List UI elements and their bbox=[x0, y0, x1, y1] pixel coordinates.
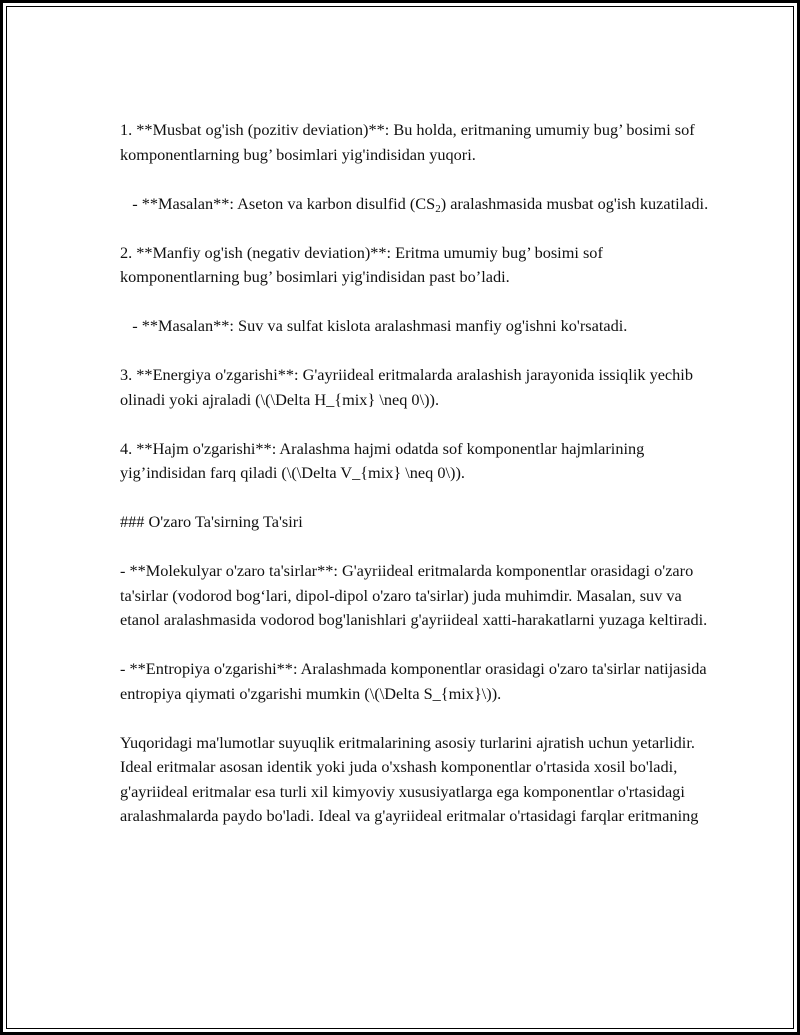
paragraph-molecular-interactions: - **Molekulyar o'zaro ta'sirlar**: G'ayriideal eritmalarda komponentlar orasidagi o'zaro ta'sirlar (vodorod bog‘lari, dipol-dipol o'zaro ta'sirlar) juda muhimdir. Masalan, suv va etanol aralashmasida vodorod bog'lanishlari g'ayriideal xatti-harakatlarni yuzaga keltiradi. bbox=[120, 561, 708, 629]
paragraph-entropy-change: - **Entropiya o'zgarishi**: Aralashmada komponentlar orasidagi o'zaro ta'sirlar natijasida entropiya qiymati o'zgarishi mumkin (\(\Delta S_{mix}\)). bbox=[120, 659, 711, 703]
paragraph-positive-example bbox=[120, 192, 710, 217]
paragraph-volume-change: 4. **Hajm o'zgarishi**: Aralashma hajmi odatda sof komponentlar hajmlarining yig’indisidan farq qiladi (\(\Delta V_{mix} \neq 0\)). bbox=[120, 438, 649, 482]
paragraph-summary: Yuqoridagi ma'lumotlar suyuqlik eritmalarining asosiy turlarini ajratish uchun yetarlidir. Ideal eritmalar asosan identik yoki juda o'xshash komponentlar o'rtasida xosil bo'ladi, g'ayriideal eritmalar esa turli xil kimyoviy xususiyatlarga ega komponentlar o'rtasidagi aralashmalarda paydo bo'ladi. Ideal va g'ayriideal eritmalar o'rtasidagi farqlar eritmaning bbox=[120, 732, 699, 825]
paragraph-energy-change: 3. **Energiya o'zgarishi**: G'ayriideal eritmalarda aralashish jarayonida issiqlik yechib olinadi yoki ajraladi (\(\Delta H_{mix} \neq 0\)). bbox=[120, 365, 698, 409]
paragraph-positive-deviation: 1. **Musbat og'ish (pozitiv deviation)**: Bu holda, eritmaning umumiy bug’ bosimi sof komponentlarning bug’ bosimlari yig'indisidan yuqori. bbox=[120, 120, 699, 164]
paragraph-negative-deviation: 2. **Manfiy og'ish (negativ deviation)**: Eritma umumiy bug’ bosimi sof komponentlarning bug’ bosimlari yig'indisidan past bo’ladi. bbox=[120, 242, 607, 286]
positive-example-text: - **Masalan**: Aseton va karbon disulfid (CS bbox=[120, 193, 436, 213]
cs2-subscript: 2 bbox=[435, 202, 441, 215]
paragraph-negative-example: - **Masalan**: Suv va sulfat kislota aralashmasi manfiy og'ishni ko'rsatadi. bbox=[120, 316, 628, 335]
section-heading: ### O'zaro Ta'sirning Ta'siri bbox=[120, 512, 303, 531]
positive-example-text-end: ) aralashmasida musbat og'ish kuzatiladi. bbox=[440, 193, 709, 213]
document-body bbox=[120, 118, 710, 829]
